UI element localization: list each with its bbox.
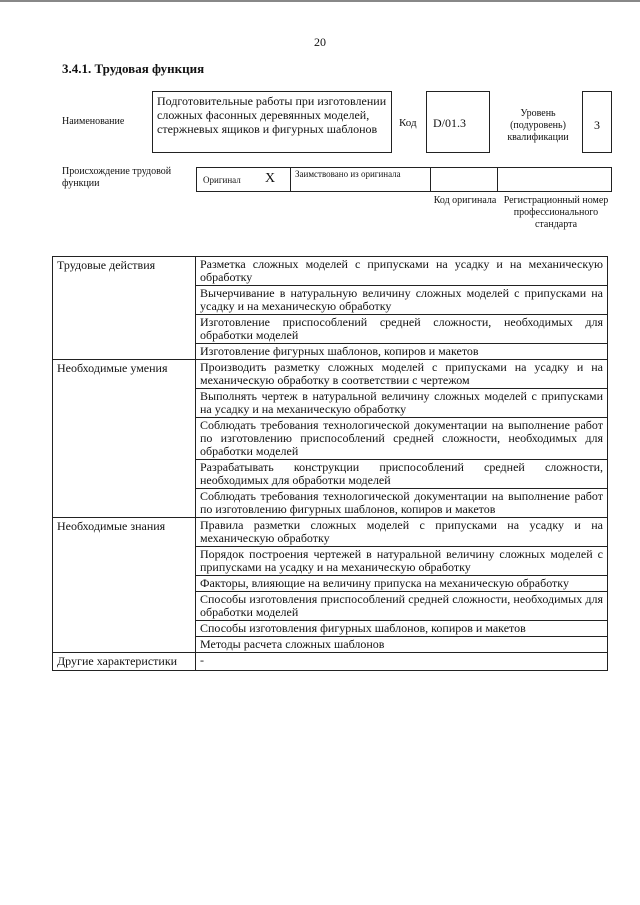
code-label: Код	[399, 117, 417, 129]
item-cell: Разрабатывать конструкции приспособлений средней сложности, необходимых для обработки моделей	[196, 460, 608, 489]
item-cell: Способы изготовления фигурных шаблонов, копиров и макетов	[196, 621, 608, 637]
item-cell: Вычерчивание в натуральную величину сложных моделей с припусками на усадку и на механическую обработку	[196, 286, 608, 315]
item-cell: -	[196, 653, 608, 671]
item-cell: Производить разметку сложных моделей с припусками на усадку и на механическую обработку в соответствии с чертежом	[196, 360, 608, 389]
category-cell: Необходимые знания	[53, 518, 196, 653]
reg-number-cell	[497, 168, 613, 191]
table-row	[53, 518, 608, 547]
name-label: Наименование	[62, 116, 125, 127]
borrowed-cell	[290, 168, 430, 191]
item-cell: Соблюдать требования технологической документации на выполнение работ по изготовлению фигурных шаблонов, копиров и макетов	[196, 489, 608, 518]
item-cell: Выполнять чертеж в натуральной величину сложных моделей с припусками на усадку и на механическую обработку	[196, 389, 608, 418]
table-row	[53, 360, 608, 389]
item-cell: Правила разметки сложных моделей с припусками на усадку и на механическую обработку	[196, 518, 608, 547]
qualification-level-value: 3	[582, 91, 612, 153]
code-original-label: Код оригинала	[433, 195, 497, 206]
borrowed-label: Заимствовано из оригинала	[295, 169, 401, 179]
category-cell: Необходимые умения	[53, 360, 196, 518]
top-edge-line	[0, 0, 640, 2]
origin-divider	[430, 168, 431, 191]
labor-function-table	[52, 256, 608, 671]
item-cell: Изготовление фигурных шаблонов, копиров и макетов	[196, 344, 608, 360]
item-cell: Разметка сложных моделей с припусками на усадку и на механическую обработку	[196, 257, 608, 286]
function-name-value: Подготовительные работы при изготовлении сложных фасонных деревянных моделей, стержневых ящиков и фигурных шаблонов	[152, 91, 392, 153]
original-label: Оригинал	[203, 175, 241, 185]
table-row	[53, 257, 608, 286]
origin-row	[196, 167, 612, 192]
item-cell: Факторы, влияющие на величину припуска на механическую обработку	[196, 576, 608, 592]
table-row	[53, 653, 608, 671]
item-cell: Методы расчета сложных шаблонов	[196, 637, 608, 653]
item-cell: Способы изготовления приспособлений средней сложности, необходимых для обработки моделей	[196, 592, 608, 621]
category-cell: Другие характеристики	[53, 653, 196, 671]
item-cell: Изготовление приспособлений средней сложности, необходимых для обработки моделей	[196, 315, 608, 344]
item-cell: Порядок построения чертежей в натуральной величину сложных моделей с припусками на усадку и на механическую обработку	[196, 547, 608, 576]
origin-label: Происхождение трудовой функции	[62, 166, 172, 189]
item-cell: Соблюдать требования технологической документации на выполнение работ по изготовлению приспособлений средней сложности, необходимых для обработки моделей	[196, 418, 608, 460]
section-title: 3.4.1. Трудовая функция	[62, 61, 205, 76]
category-cell: Трудовые действия	[53, 257, 196, 360]
reg-number-label: Регистрационный номер профессионального стандарта	[503, 195, 609, 230]
code-value: D/01.3	[426, 91, 490, 153]
qualification-level-label: Уровень (подуровень) квалификации	[507, 108, 569, 143]
original-mark: X	[265, 171, 276, 186]
page-number: 20	[314, 35, 326, 49]
